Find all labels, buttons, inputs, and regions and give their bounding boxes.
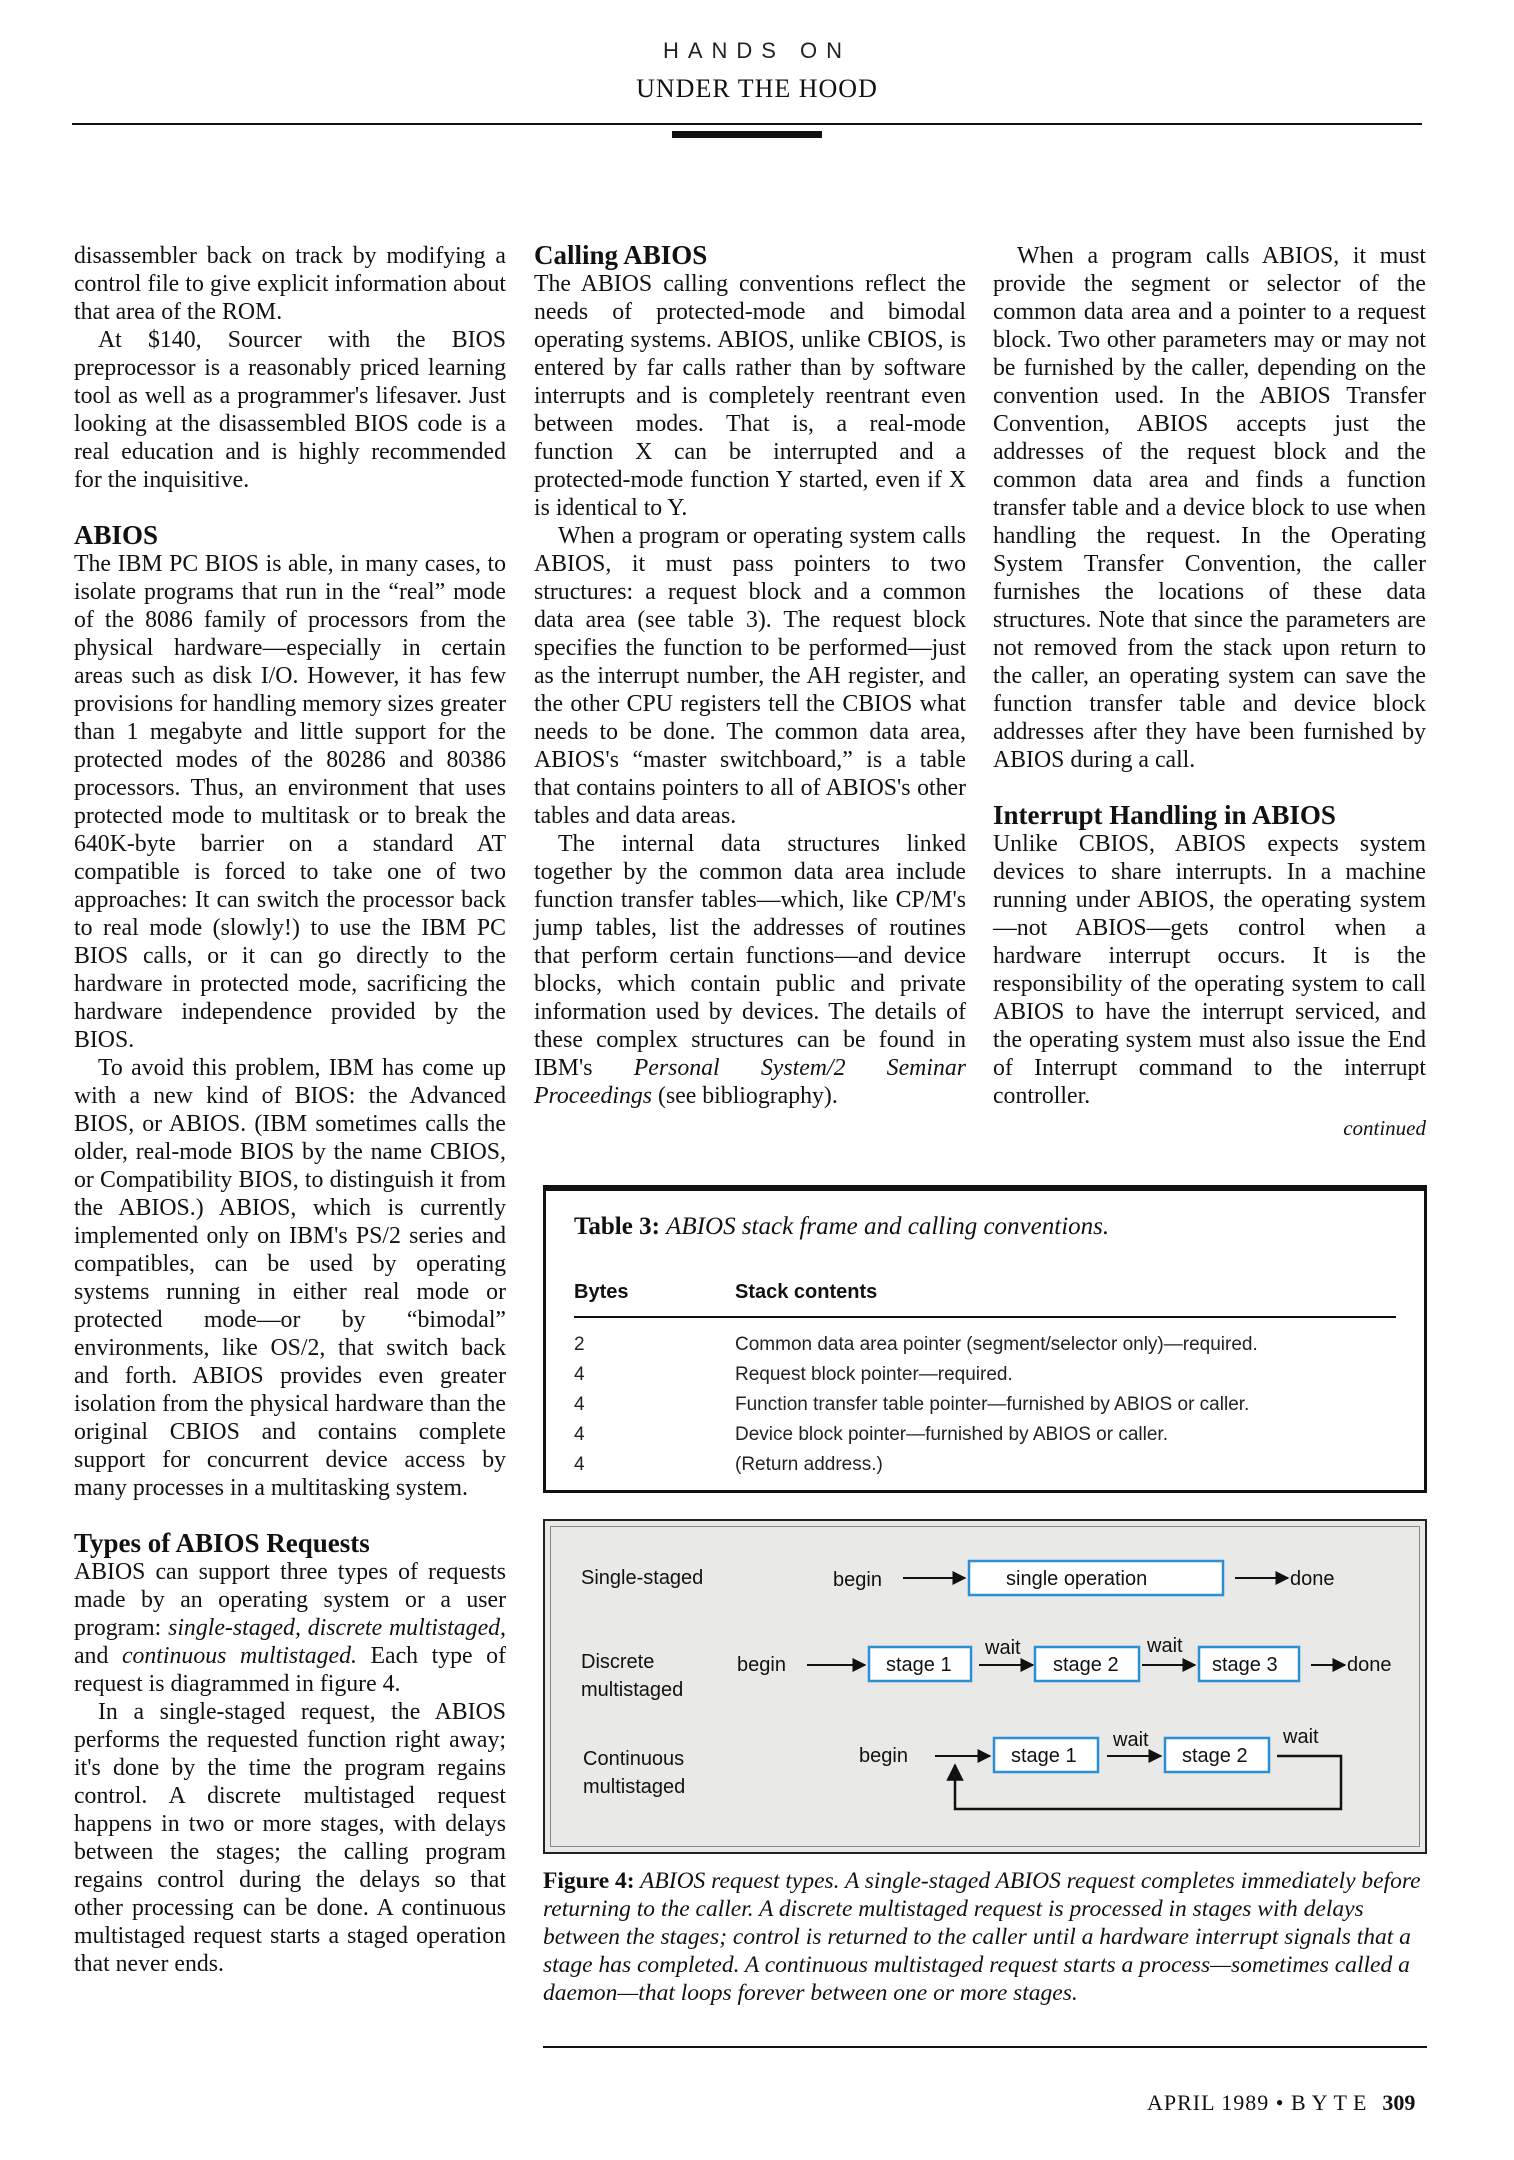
cell-contents: Device block pointer—furnished by ABIOS or caller. (735, 1424, 1168, 1445)
paragraph: Unlike CBIOS, ABIOS expects system devices to share interrupts. In a machine running under ABIOS, the operating system—not ABIOS—gets control when a hardware interrupt occurs. It is the responsibility of the operating system to call ABIOS to have the interrupt serviced, and the operating system must also issue the End of Interrupt command to the interrupt controller. (993, 831, 1426, 1109)
heading-interrupt-handling: Interrupt Handling in ABIOS (993, 800, 1336, 830)
done-label: done (1290, 1568, 1335, 1590)
column-header-bytes: Bytes (574, 1281, 629, 1303)
paragraph: The IBM PC BIOS is able, in many cases, to isolate programs that run in the “real” mode of the 8086 family of processors from the physical hardware—especially in certain areas such as disk I/O. However, it has few provisions for handling memory sizes greater than 1 megabyte and little support for the protected modes of the 80286 and 80386 processors. Thus, an environment that uses protected mode to multitask or to break the 640K-byte barrier on a standard AT compatible is forced to take one of two approaches: It can switch the processor back to real mode (slowly!) to use the IBM PC BIOS calls, or it can go directly to the hardware in protected mode, sacrificing the hardware independence provided by the BIOS. (74, 551, 506, 1053)
cell-bytes: 4 (574, 1394, 585, 1415)
cell-bytes: 4 (574, 1364, 585, 1385)
stage-3-label: stage 3 (1212, 1654, 1278, 1676)
caption-text: ABIOS request types. A single-staged ABIOS request completes immediately before returning to the caller. A discrete multistaged request is processed in stages with delays between the stages; control is returned to the caller until a hardware interrupt signals that a stage has completed. A continuous multistaged request starts a process—sometimes called a daemon—that loops forever between one or more stages. (543, 1868, 1421, 2006)
emphasis: single-staged, discrete multistaged, (168, 1615, 506, 1641)
wait-label: wait (1113, 1729, 1149, 1751)
row-label-discrete: multistaged (581, 1679, 684, 1701)
text-run: (see bibliography). (652, 1083, 838, 1109)
subsection-label: UNDER THE HOOD (636, 74, 878, 103)
text-run: ABIOS can support three types of requests made by an operating system or a user program: (74, 1559, 506, 1641)
cell-bytes: 2 (574, 1334, 585, 1355)
footer-separator: • (1275, 2090, 1285, 2115)
text-run: Each type of request is diagrammed in figure 4. (74, 1643, 507, 1697)
begin-label: begin (737, 1654, 786, 1676)
row-label-single-staged: Single-staged (581, 1567, 704, 1589)
row-label-continuous: multistaged (583, 1776, 686, 1798)
request-types-diagram (545, 1521, 1429, 1856)
single-operation-label: single operation (1006, 1568, 1148, 1590)
heading-types-of-requests: Types of ABIOS Requests (74, 1528, 370, 1558)
text-run: The internal data structures linked together by the common data area include function transfer tables—which, like CP/M's jump tables, list the addresses of routines that perform certain functions—and device blocks, which contain public and private information used by devices. The details of these complex structures can be found in IBM's (534, 831, 966, 1081)
paragraph: When a program or operating system calls ABIOS, it must pass pointers to two structures: a request block and a common data area (see table 3). The request block specifies the function to be performed—just as the interrupt number, the AH register, and the other CPU registers tell the CBIOS what needs to be done. The common data area, ABIOS's “master switchboard,” is a table that contains pointers to all of ABIOS's other tables and data areas. (534, 523, 966, 829)
issue-date: APRIL 1989 (1147, 2090, 1270, 2115)
magazine-name: BYTE (1290, 2090, 1373, 2115)
begin-label: begin (833, 1569, 882, 1591)
column-3 (993, 242, 1426, 1142)
paragraph: In a single-staged request, the ABIOS performs the requested function right away; it's done by the time the program regains control. A discrete multistaged request happens in two or more stages, with delays between the stages; the calling program regains control during the delays so that other processing can be done. A continuous multistaged request starts a staged operation that never ends. (74, 1699, 506, 1977)
table-title (574, 1213, 1109, 1241)
stage-2-label: stage 2 (1182, 1745, 1248, 1767)
cell-contents: (Return address.) (735, 1454, 883, 1475)
continued-label: continued (1343, 1116, 1426, 1140)
column-2 (534, 240, 966, 1110)
emphasis: Personal System/2 Seminar Proceedings (534, 1055, 966, 1109)
wait-label: wait (1283, 1726, 1319, 1748)
row-label-discrete: Discrete (581, 1651, 655, 1673)
stage-2-label: stage 2 (1053, 1654, 1119, 1676)
cell-bytes: 4 (574, 1424, 585, 1445)
figure-4 (543, 1519, 1427, 1854)
paragraph: When a program calls ABIOS, it must provide the segment or selector of the common data area and a pointer to a request block. Two other parameters may or may not be furnished by the caller, depending on the convention used. In the ABIOS Transfer Convention, ABIOS accepts just the addresses of the request block and the common data area and finds a function transfer table and a device block to use when handling the request. In the Operating System Transfer Convention, the caller furnishes the locations of these data structures. Note that since the parameters are not removed from the stack upon return to the caller, an operating system can save the function transfer table and device block addresses after they have been furnished by ABIOS during a call. (993, 243, 1426, 773)
stage-1-label: stage 1 (886, 1654, 952, 1676)
paragraph: To avoid this problem, IBM has come up with a new kind of BIOS: the Advanced BIOS, or ABIOS. (IBM sometimes calls the older, real-mode BIOS by the name CBIOS, or Compatibility BIOS, to distinguish it from the ABIOS.) ABIOS, which is currently implemented only on IBM's PS/2 series and compatibles, can be used by operating systems running in either real mode or protected mode—or by “bimodal” environments, like OS/2, that switch back and forth. ABIOS provides even greater isolation from the physical hardware than the original CBIOS and contains complete support for concurrent device access by many processes in a multitasking system. (74, 1055, 506, 1501)
column-header-stack-contents: Stack contents (735, 1281, 878, 1303)
paragraph: disassembler back on track by modifying a control file to give explicit information about that area of the ROM. (74, 243, 506, 325)
page-footer (1147, 2090, 1415, 2116)
figure-caption (543, 1867, 1433, 2007)
table-3 (543, 1185, 1427, 1493)
caption-rule (543, 2046, 1427, 2048)
heading-abios: ABIOS (74, 520, 159, 550)
cell-bytes: 4 (574, 1454, 585, 1475)
row-label-continuous: Continuous (583, 1748, 685, 1770)
table-rule (574, 1316, 1396, 1318)
wait-label: wait (1147, 1635, 1183, 1657)
header-rule (72, 123, 1422, 125)
begin-label: begin (859, 1745, 908, 1767)
table-label: Table 3: (574, 1213, 660, 1240)
cell-contents: Common data area pointer (segment/selector only)—required. (735, 1334, 1258, 1355)
page-header (0, 38, 1514, 104)
paragraph: At $140, Sourcer with the BIOS preprocessor is a reasonably priced learning tool as well as a programmer's lifesaver. Just looking at the disassembled BIOS code is a real education and is highly recommended for the inquisitive. (74, 327, 506, 493)
header-rule-mark (672, 131, 822, 138)
caption-label: Figure 4: (543, 1868, 635, 1894)
paragraph (534, 830, 966, 1110)
paragraph: The ABIOS calling conventions reflect the needs of protected-mode and bimodal operating systems. ABIOS, unlike CBIOS, is entered by far calls rather than by software interrupts and is completely reentrant even between modes. That is, a real-mode function X can be interrupted and a protected-mode function Y started, even if X is identical to Y. (534, 271, 966, 521)
wait-label: wait (985, 1637, 1021, 1659)
emphasis: continuous multistaged. (121, 1643, 357, 1669)
text-run: and (74, 1643, 122, 1669)
table-title-text: ABIOS stack frame and calling conventions. (666, 1213, 1110, 1240)
paragraph (74, 1558, 506, 1698)
page-number: 309 (1382, 2090, 1416, 2115)
column-1 (74, 242, 506, 1978)
heading-calling-abios: Calling ABIOS (534, 240, 708, 270)
done-label: done (1347, 1654, 1392, 1676)
section-label: HANDS ON (662, 38, 852, 63)
cell-contents: Function transfer table pointer—furnished by ABIOS or caller. (735, 1394, 1250, 1415)
stage-1-label: stage 1 (1011, 1745, 1077, 1767)
cell-contents: Request block pointer—required. (735, 1364, 1013, 1385)
